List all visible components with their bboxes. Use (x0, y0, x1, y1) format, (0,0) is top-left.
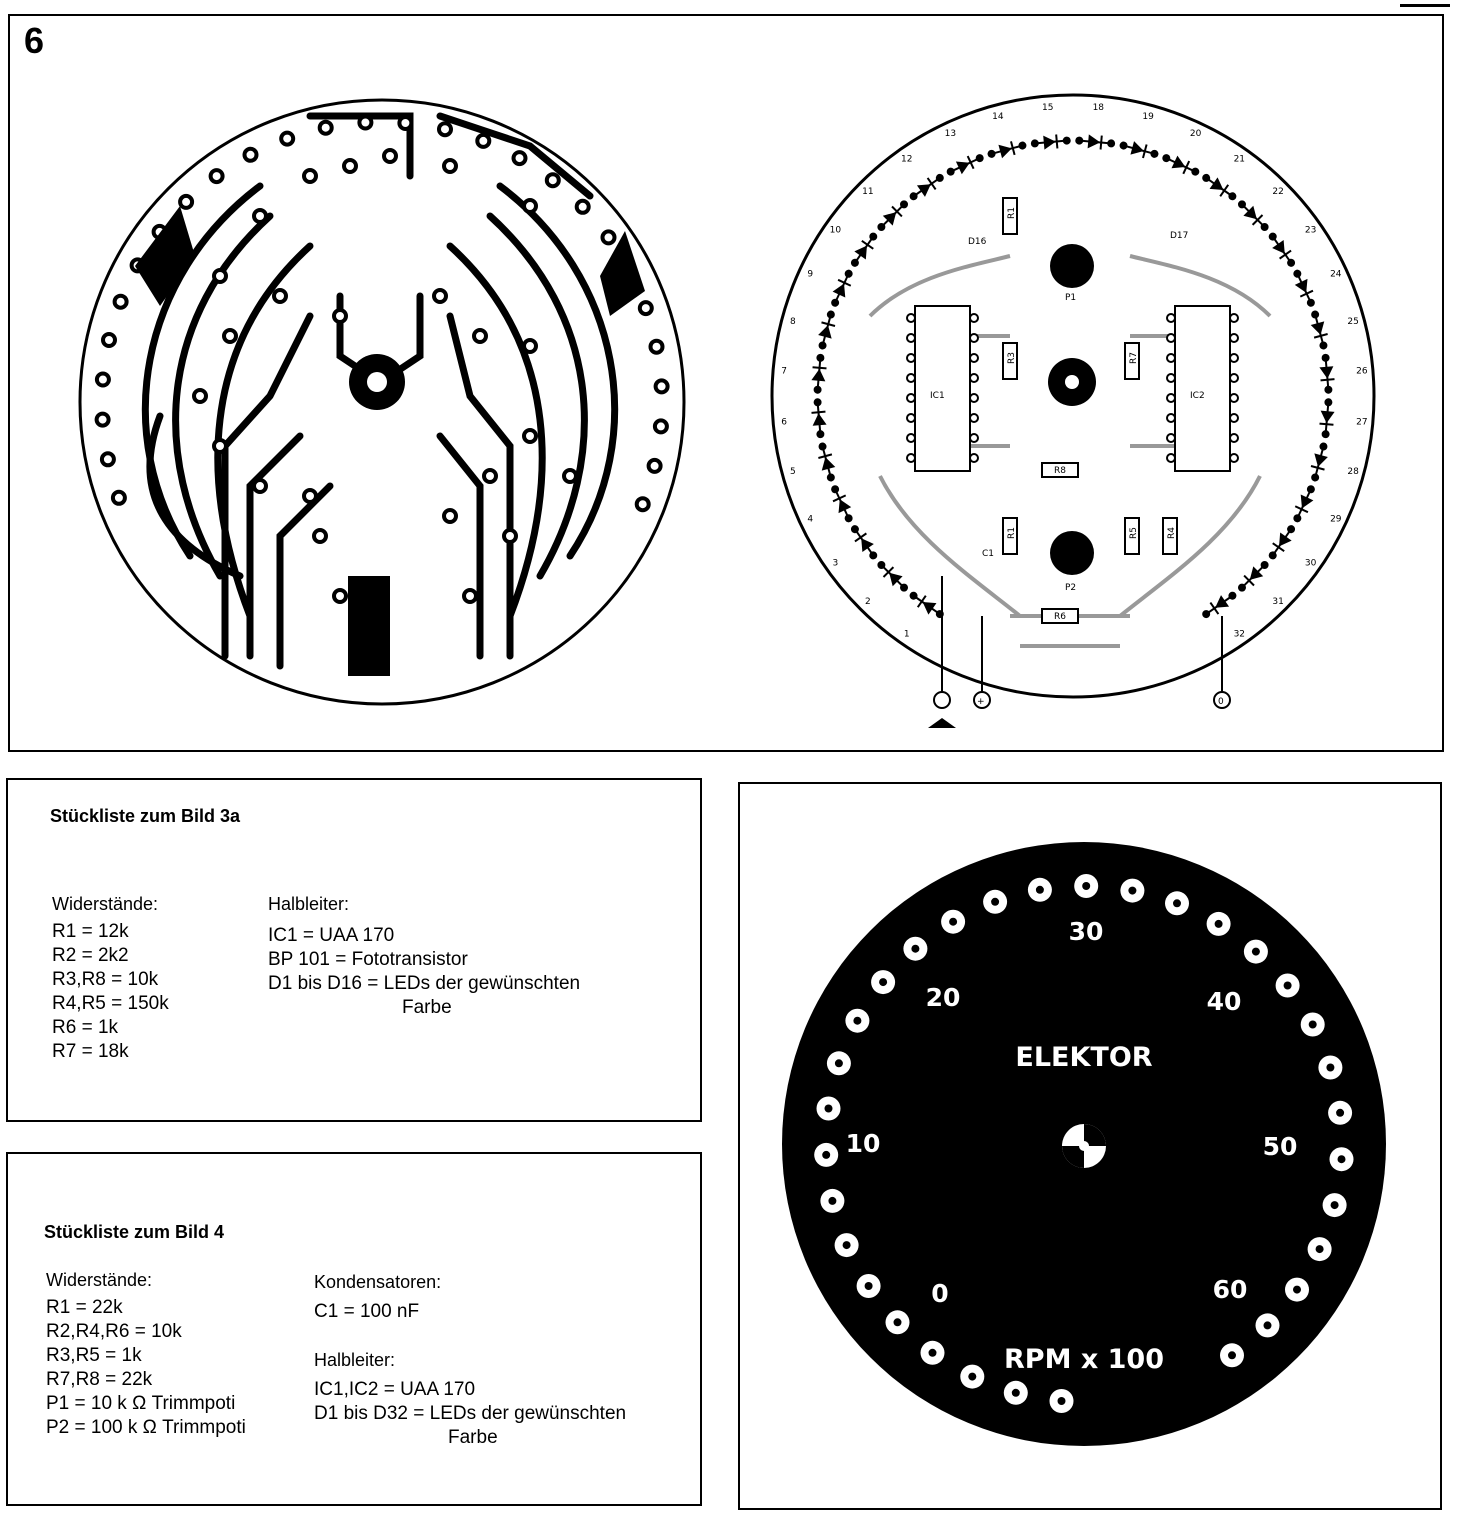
led-number: 21 (1233, 154, 1246, 165)
solder-pad (103, 334, 115, 346)
list-item: C1 = 100 nF (314, 1301, 420, 1322)
solder-pad (304, 490, 316, 502)
solder-pad (320, 122, 332, 134)
led-number: 30 (1304, 558, 1317, 569)
semiconductor-list (314, 1378, 626, 1450)
list-item: R7,R8 = 22k (46, 1369, 153, 1390)
led-number: 3 (832, 558, 839, 569)
solder-pad (484, 470, 496, 482)
solder-pad (274, 290, 286, 302)
ic1-label: IC1 (930, 391, 945, 401)
led-number: 2 (865, 597, 871, 608)
led-diode (986, 138, 1028, 162)
led-diode (1075, 133, 1116, 150)
d17-label: D17 (1170, 231, 1189, 241)
terminal-input (934, 692, 950, 708)
resistor (1125, 343, 1139, 379)
solder-pad (211, 170, 223, 182)
scale-label-40: 40 (1206, 987, 1242, 1016)
solder-pad (214, 270, 226, 282)
solder-pad (194, 390, 206, 402)
ic2-outline (1175, 306, 1230, 471)
led-diode (815, 441, 839, 483)
led-diode (1160, 150, 1202, 180)
terminal-plus-label: + (977, 697, 985, 707)
svg-text:R6: R6 (1054, 612, 1066, 622)
c1-label: C1 (982, 549, 995, 559)
solder-pad (102, 453, 114, 465)
list-item: P2 = 100 k Ω Trimmpoti (46, 1417, 246, 1438)
svg-text:R1: R1 (1007, 527, 1017, 539)
led-diode (1307, 309, 1331, 351)
solder-pad (477, 135, 489, 147)
solder-pad (359, 117, 371, 129)
led-diode (1030, 133, 1071, 150)
solder-pad (224, 330, 236, 342)
list-item: P1 = 10 k Ω Trimmpoti (46, 1393, 236, 1414)
led-number: 20 (1189, 129, 1202, 140)
scale-label-10: 10 (845, 1129, 881, 1158)
solder-pad (115, 296, 127, 308)
capacitors-heading: Kondensatoren: (314, 1272, 442, 1292)
led-number: 15 (1041, 103, 1054, 114)
solder-pad (655, 420, 667, 432)
solder-pad (245, 149, 257, 161)
solder-pad (649, 460, 661, 472)
solder-pad (524, 340, 536, 352)
resistor (1125, 518, 1139, 554)
dial-unit: RPM x 100 (1003, 1344, 1165, 1375)
solder-pad (384, 150, 396, 162)
input-arrow-icon (928, 718, 956, 728)
solder-pad (254, 480, 266, 492)
led-diode (874, 557, 912, 595)
led-diode (1199, 588, 1240, 622)
solder-pad (524, 200, 536, 212)
solder-pad (214, 440, 226, 452)
led-number: 24 (1330, 269, 1342, 280)
led-number: 4 (807, 514, 814, 525)
figure-panel (8, 14, 1444, 752)
ic2-label: IC2 (1190, 391, 1205, 401)
list-item: R2 = 2k2 (52, 945, 129, 966)
led-number: 28 (1347, 467, 1359, 478)
resistors-heading: Widerstände: (52, 894, 159, 914)
solder-pad (514, 152, 526, 164)
led-diode (810, 398, 827, 439)
p1-label: P1 (1065, 293, 1077, 303)
led-diode (1234, 557, 1272, 595)
dial-brand: ELEKTOR (1015, 1042, 1153, 1073)
p2-label: P2 (1065, 583, 1077, 593)
solder-pad (399, 117, 411, 129)
led-diode (906, 588, 947, 622)
list-item: Farbe (402, 997, 452, 1018)
figure-art (10, 16, 1446, 754)
solder-pad (444, 160, 456, 172)
parts-list-4 (6, 1152, 702, 1506)
list-item: R1 = 22k (46, 1297, 123, 1318)
led-number: 8 (790, 316, 796, 327)
led-number: 19 (1142, 111, 1154, 122)
resistor (1003, 518, 1017, 554)
list-item: Farbe (448, 1427, 498, 1448)
scale-label-0: 0 (931, 1279, 949, 1308)
terminal-zero-label: 0 (1218, 697, 1224, 707)
led-diode (874, 197, 912, 235)
led-number: 14 (992, 111, 1004, 122)
list-item: R4,R5 = 150k (52, 993, 169, 1014)
list-item: R2,R4,R6 = 10k (46, 1321, 182, 1342)
scale-label-60: 60 (1212, 1275, 1248, 1304)
led-number: 12 (900, 154, 913, 165)
list-item: D1 bis D32 = LEDs der gewünschten (314, 1403, 627, 1424)
ic1-outline (915, 306, 970, 471)
led-number: 22 (1272, 186, 1284, 197)
solder-pad (334, 590, 346, 602)
solder-pad (444, 510, 456, 522)
led-diode (1289, 267, 1319, 309)
led-number: 29 (1330, 514, 1342, 525)
led-number: 5 (790, 467, 796, 478)
solder-pad (640, 302, 652, 314)
resistor (1003, 343, 1017, 379)
list-item: BP 101 = Fototransistor (268, 949, 468, 970)
solder-pad (113, 492, 125, 504)
pcb-component-side (772, 95, 1374, 728)
svg-text:R4: R4 (1167, 527, 1177, 539)
led-diode (827, 483, 857, 525)
solder-pad (577, 201, 589, 213)
led-diode (944, 150, 986, 180)
svg-text:R3: R3 (1007, 352, 1017, 364)
pot-p2 (1050, 531, 1094, 575)
solder-pad (603, 231, 615, 243)
led-diode (1307, 441, 1331, 483)
led-number: 18 (1092, 103, 1105, 114)
led-number: 25 (1347, 316, 1359, 327)
led-number: 1 (903, 629, 910, 640)
svg-text:R8: R8 (1054, 466, 1066, 476)
solder-pad (97, 374, 109, 386)
led-diode (1234, 197, 1272, 235)
solder-pad (474, 330, 486, 342)
solder-pad (334, 310, 346, 322)
led-number: 7 (781, 366, 787, 377)
solder-pad (304, 170, 316, 182)
led-number: 9 (807, 269, 814, 280)
scale-label-50: 50 (1262, 1132, 1298, 1161)
led-number: 11 (862, 186, 874, 197)
led-number: 31 (1272, 597, 1284, 608)
semiconductors-heading: Halbleiter: (314, 1350, 396, 1370)
solder-pad (656, 380, 668, 392)
solder-pad (464, 590, 476, 602)
led-number: 32 (1233, 629, 1246, 640)
list-item: R3,R5 = 1k (46, 1345, 142, 1366)
svg-text:R7: R7 (1129, 352, 1139, 364)
led-diode (1289, 483, 1319, 525)
solder-pad (97, 414, 109, 426)
led-number: 13 (944, 129, 957, 140)
list-item: IC1,IC2 = UAA 170 (314, 1379, 476, 1400)
led-diode (1118, 138, 1160, 162)
led-diode (1265, 229, 1299, 270)
capacitor-list (314, 1300, 419, 1324)
list-item: R1 = 12k (52, 921, 129, 942)
solder-pad (314, 530, 326, 542)
scale-label-30: 30 (1068, 917, 1104, 946)
list-item: R3,R8 = 10k (52, 969, 159, 990)
resistor (1163, 518, 1177, 554)
svg-text:R1: R1 (1007, 207, 1017, 219)
pot-p1 (1050, 244, 1094, 288)
semiconductor-list (268, 924, 580, 1020)
led-number: 10 (829, 225, 842, 236)
solder-pad (651, 341, 663, 353)
led-diode (810, 353, 827, 394)
tachometer-dial (740, 784, 1444, 1512)
parts-list-3a (6, 778, 702, 1122)
list-item: D1 bis D16 = LEDs der gewünschten (268, 973, 581, 994)
led-number: 26 (1356, 366, 1368, 377)
led-diode (1265, 522, 1299, 563)
resistor-list (46, 1296, 246, 1440)
parts-list-3a-title: Stückliste zum Bild 3a (50, 806, 241, 826)
dial-panel (738, 782, 1442, 1510)
led-diode (827, 267, 857, 309)
d16-label: D16 (968, 237, 987, 247)
resistor (1003, 198, 1017, 234)
solder-pad (637, 498, 649, 510)
led-diode (1199, 170, 1240, 204)
resistor (1042, 609, 1078, 623)
solder-pad (524, 430, 536, 442)
resistor (1042, 463, 1078, 477)
led-diode (847, 229, 881, 270)
led-diode (1318, 353, 1335, 394)
list-item: R7 = 18k (52, 1041, 129, 1062)
resistor-list (52, 920, 169, 1064)
solder-pad (344, 160, 356, 172)
solder-pad (564, 470, 576, 482)
solder-pad (504, 530, 516, 542)
semiconductors-heading: Halbleiter: (268, 894, 350, 914)
top-rule (1400, 4, 1450, 7)
figure-number: 6 (24, 20, 45, 61)
pcb-copper-side (80, 100, 684, 704)
led-diode (1318, 398, 1335, 439)
parts-list-4-title: Stückliste zum Bild 4 (44, 1222, 225, 1242)
svg-text:R5: R5 (1129, 527, 1139, 539)
led-number: 23 (1304, 225, 1317, 236)
scale-label-20: 20 (925, 983, 961, 1012)
solder-pad (434, 290, 446, 302)
led-diode (815, 309, 839, 351)
solder-pad (281, 133, 293, 145)
led-diode (906, 170, 947, 204)
led-number: 27 (1356, 417, 1368, 428)
solder-pad (180, 196, 192, 208)
list-item: IC1 = UAA 170 (268, 925, 395, 946)
led-number: 6 (781, 417, 787, 428)
solder-pad (547, 174, 559, 186)
led-diode (847, 522, 881, 563)
resistors-heading: Widerstände: (46, 1270, 153, 1290)
list-item: R6 = 1k (52, 1017, 119, 1038)
solder-pad (254, 210, 266, 222)
solder-pad (439, 123, 451, 135)
